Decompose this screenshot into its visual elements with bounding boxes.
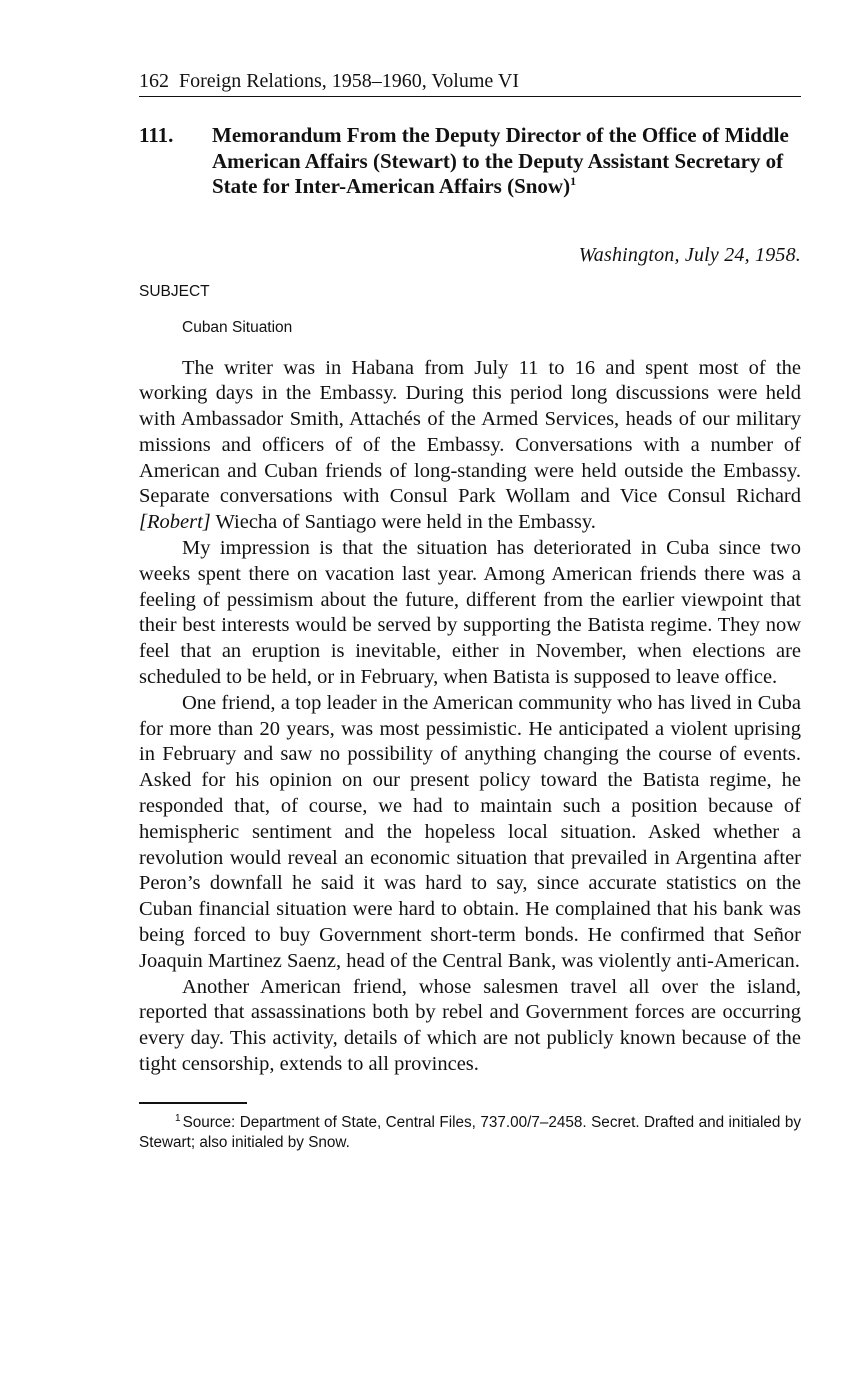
document-heading xyxy=(139,123,801,200)
running-head xyxy=(139,68,801,97)
document-page xyxy=(139,68,801,1154)
dateline: Washington, July 24, 1958. xyxy=(578,243,801,266)
footnote-marker: 1 xyxy=(175,1112,181,1124)
editorial-insertion: [Robert] xyxy=(139,511,211,534)
subject-value: Cuban Situation xyxy=(182,318,293,336)
paragraph-1-part-a: The writer was in Habana from July 11 to 16 and spent most of the working days in the Embassy. During this period long discussions were held with Ambassador Smith, Attachés of the Armed Services, heads of our military missions and officers of of the Embassy. Conversations with a number of American and Cuban friends of long-standing were held outside the Embassy. Separate conversations with Consul Park Wollam and Vice Consul Richard xyxy=(139,356,801,508)
paragraph-1-part-b: Wiecha of Santiago were held in the Embassy. xyxy=(210,511,596,534)
memo-body xyxy=(139,356,801,1078)
footnote xyxy=(139,1113,801,1154)
footnote-reference[interactable]: 1 xyxy=(570,174,577,188)
footnote-divider xyxy=(139,1102,247,1104)
document-title: Memorandum From the Deputy Director of the Office of Middle American Affairs (Stewart) to the Deputy Assistant Secretary of State for Inter-American Affairs (Snow) xyxy=(212,123,789,198)
document-number: 111. xyxy=(139,123,174,147)
paragraph-3: One friend, a top leader in the American community who has lived in Cuba for more than 20 years, was most pessimistic. He anticipated a violent uprising in February and saw no possibility of anything changing the course of events. Asked for his opinion on our present policy toward the Batista regime, he responded that, of course, we had to maintain such a position because of hemispheric sentiment and the hopeless local situation. Asked whether a revolution would reveal an economic situation that prevailed in Argentina after Peron’s downfall he said it was hard to say, since accurate statistics on the Cuban financial situation were hard to obtain. He complained that his bank was being forced to buy Government short-term bonds. He confirmed that Señor Joaquin Martinez Saenz, head of the Central Bank, was violently anti-American. xyxy=(139,691,801,972)
volume-title: Foreign Relations, 1958–1960, Volume VI xyxy=(179,70,519,92)
paragraph-1 xyxy=(139,356,801,537)
footnote-text: Source: Department of State, Central Files, 737.00/7–2458. Secret. Drafted and initialed by Stewart; also initialed by Snow. xyxy=(139,1113,801,1152)
page-number: 162 xyxy=(139,70,169,92)
subject-label: SUBJECT xyxy=(139,282,210,300)
paragraph-4: Another American friend, whose salesmen travel all over the island, reported that assassinations both by rebel and Government forces are occurring every day. This activity, details of which are not publicly known because of the tight censorship, extends to all provinces. xyxy=(139,975,801,1076)
paragraph-2: My impression is that the situation has deteriorated in Cuba since two weeks spent there on vacation last year. Among American friends there was a feeling of pessimism about the future, different from the earlier viewpoint that their best interests would be served by supporting the Batista regime. They now feel that an eruption is inevitable, either in November, when elections are scheduled to be held, or in February, when Batista is supposed to leave office. xyxy=(139,537,801,689)
document-title-block xyxy=(212,123,801,200)
